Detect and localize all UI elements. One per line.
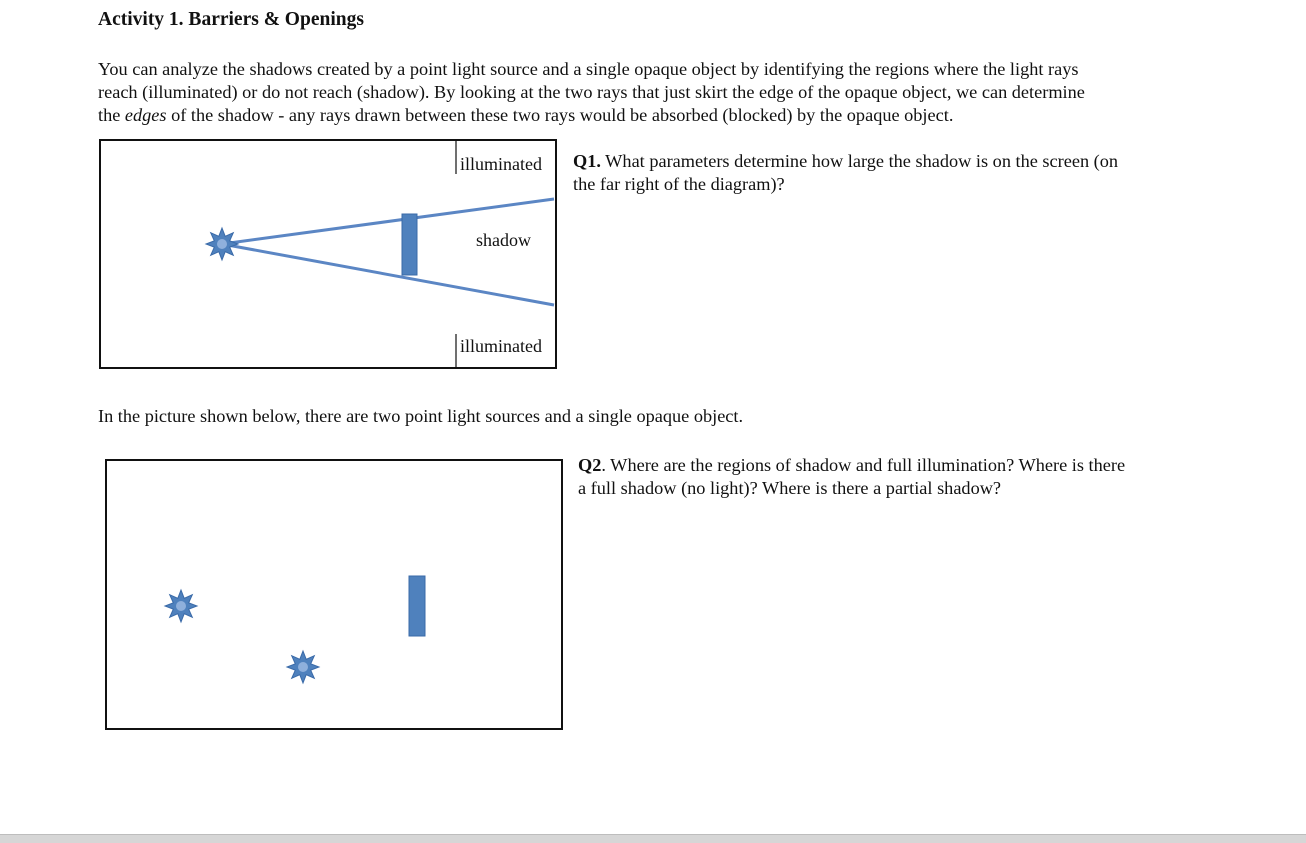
label-illuminated-top: illuminated [460,154,542,174]
intro-line-3 [98,104,1228,127]
intro-line-2: reach (illuminated) or do not reach (shadow). By looking at the two rays that just skirt the edge of the opaque object, we can determine [98,82,1085,102]
two-sources-intro: In the picture shown below, there are two point light sources and a single opaque object. [98,406,744,426]
question-1-line-1: What parameters determine how large the shadow is on the screen (on [600,151,1119,171]
light-source-2-star-icon [287,651,319,683]
intro-line-3-end: of the shadow - any rays drawn between these two rays would be absorbed (blocked) by the opaque object. [166,105,954,125]
diagram-frame [100,140,556,368]
question-2-number: Q2 [578,455,602,475]
question-1-line-2: the far right of the diagram)? [573,174,785,194]
question-2 [578,454,1218,500]
intro-line-3-start: the [98,105,125,125]
question-1 [573,150,1213,196]
question-2-line-1: . Where are the regions of shadow and full illumination? Where is there [601,455,1126,475]
diagram-two-sources-svg [104,458,566,734]
opaque-object-2 [409,576,425,636]
light-source-star-icon [206,228,238,260]
label-shadow: shadow [476,230,531,250]
label-illuminated-bottom: illuminated [460,336,542,356]
diagram-single-source-svg [98,138,560,372]
intro-paragraph [98,58,1228,127]
diagram-single-source [98,138,560,372]
intro-line-1: You can analyze the shadows created by a point light source and a single opaque object by identifying the regions where the light rays [98,59,1079,79]
opaque-object [402,214,417,275]
edges-emphasis: edges [124,105,167,125]
diagram-two-sources [104,458,566,734]
light-source-1-star-icon [165,590,197,622]
diagram-2-frame [106,460,562,729]
question-1-number: Q1. [573,151,601,171]
question-2-line-2: a full shadow (no light)? Where is there a partial shadow? [578,478,1002,498]
activity-title: Activity 1. Barriers & Openings [98,9,364,30]
